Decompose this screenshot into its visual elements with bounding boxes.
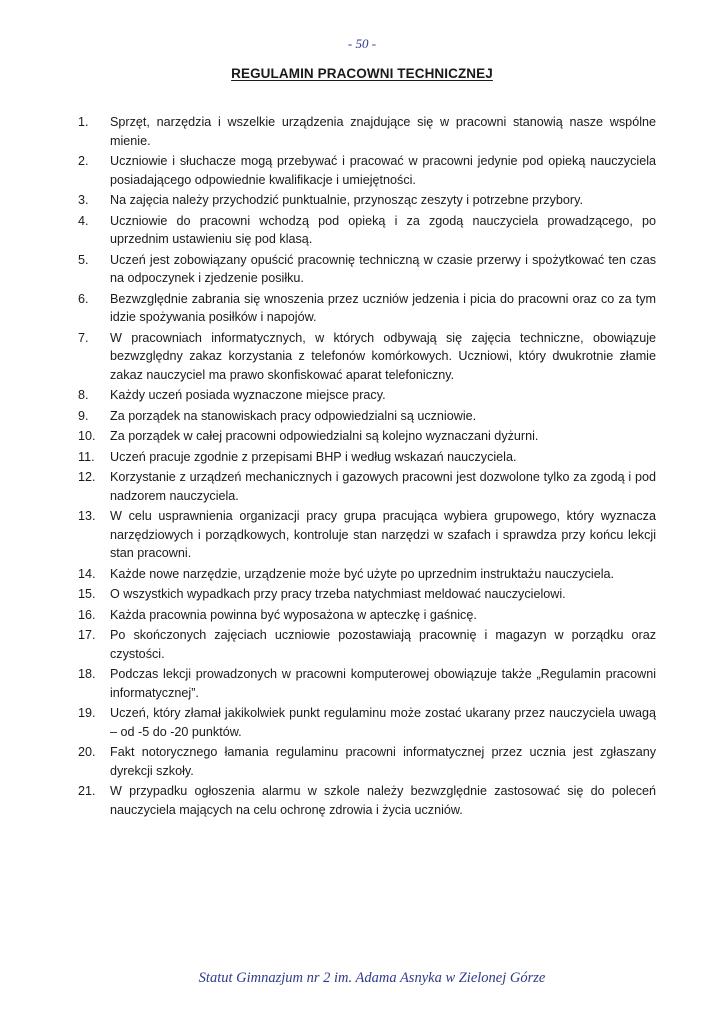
list-item-text: Po skończonych zajęciach uczniowie pozostawiają pracownię i magazyn w porządku oraz czystości. (110, 628, 656, 661)
list-item-text: Każde nowe narzędzie, urządzenie może być użyte po uprzednim instruktażu nauczyciela. (110, 566, 615, 581)
list-item (78, 427, 656, 446)
list-item-text: Uczeń jest zobowiązany opuścić pracownię techniczną w czasie przerwy i spożytkować ten czas na odpoczynek i zjedzenie posiłku. (110, 252, 656, 285)
list-item (78, 152, 656, 189)
list-item-number: 7. (78, 330, 89, 345)
list-item-number: 19. (78, 706, 96, 720)
list-item-text: Sprzęt, narzędzia i wszelkie urządzenia znajdujące się w pracowni stanowią nasze wspólne mienie. (110, 115, 656, 148)
list-item-text: Uczniowie do pracowni wchodzą pod opieką i za zgodą nauczyciela prowadzącego, po uprzednim ustawieniu się pod klasą. (110, 213, 656, 246)
list-item-number: 14. (78, 566, 96, 581)
list-item-number: 20. (78, 745, 96, 759)
list-item-text: Uczeń pracuje zgodnie z przepisami BHP i według wskazań nauczyciela. (110, 449, 517, 464)
list-item-text: Uczniowie i słuchacze mogą przebywać i pracować w pracowni jedynie pod opieką nauczyciela posiadającego odpowiednie kwalifikacje i umiejętności. (110, 154, 656, 187)
list-item-text: W celu usprawnienia organizacji pracy grupa pracująca wybiera grupowego, który wyznacza narzędziowych i porządkowych, kontroluje stan narzędzi w szafach i sprawdza przy końcu lekcji stan pracowni. (110, 509, 656, 560)
list-item-text: O wszystkich wypadkach przy pracy trzeba natychmiast meldować nauczycielowi. (110, 587, 566, 601)
list-item (78, 329, 656, 385)
list-item (78, 448, 656, 467)
list-item-text: W przypadku ogłoszenia alarmu w szkole należy bezwzględnie zastosować się do poleceń nauczyciela mających na celu ochronę zdrowia i życia uczniów. (110, 784, 656, 817)
list-item-text: W pracowniach informatycznych, w których odbywają się zajęcia techniczne, obowiązuje bezwzględny zakaz korzystania z telefonów komórkowych. Uczniowi, który dwukrotnie złamie zakaz nauczyciel ma prawo skonfiskować aparat telefoniczny. (110, 330, 656, 382)
page-title: REGULAMIN PRACOWNI TECHNICZNEJ (231, 66, 493, 81)
list-item (78, 665, 656, 702)
list-item-number: 12. (78, 470, 96, 484)
list-item-number: 2. (78, 154, 89, 168)
list-item (78, 743, 656, 780)
page-footer: Statut Gimnazjum nr 2 im. Adama Asnyka w Zielonej Górze (198, 970, 546, 986)
list-item (78, 212, 656, 249)
list-item-text: Korzystanie z urządzeń mechanicznych i gazowych pracowni jest dozwolone tylko za zgodą i pod nadzorem nauczyciela. (110, 470, 656, 503)
list-item-number: 8. (78, 388, 89, 402)
list-item-text: Podczas lekcji prowadzonych w pracowni komputerowej obowiązuje także „Regulamin pracowni informatycznej”. (110, 667, 656, 700)
list-item-number: 3. (78, 193, 89, 207)
list-item-number: 21. (78, 784, 96, 798)
list-item-text: Uczeń, który złamał jakikolwiek punkt regulaminu może zostać ukarany przez nauczyciela uwagą – od -5 do -20 punktów. (110, 706, 656, 739)
list-item-number: 1. (78, 115, 89, 129)
list-item (78, 386, 656, 405)
list-item-text: Bezwzględnie zabrania się wnoszenia przez uczniów jedzenia i picia do pracowni oraz co za tym idzie spożywania posiłków i napojów. (110, 291, 656, 324)
list-item-number: 5. (78, 252, 89, 267)
list-item-text: Na zajęcia należy przychodzić punktualnie, przynosząc zeszyty i potrzebne przybory. (110, 193, 583, 207)
list-item (78, 468, 656, 505)
list-item-number: 11. (78, 449, 95, 464)
page-number: - 50 - (347, 36, 377, 51)
list-item-number: 6. (78, 291, 89, 306)
list-item (78, 565, 656, 584)
list-item (78, 782, 656, 819)
list-item (78, 585, 656, 604)
list-item (78, 704, 656, 741)
list-item (78, 191, 656, 210)
list-item-text: Fakt notorycznego łamania regulaminu pracowni informatycznej przez ucznia jest zgłaszany dyrekcji szkoły. (110, 745, 656, 778)
list-item (78, 606, 656, 625)
list-item (78, 113, 656, 150)
rules-list (78, 113, 656, 821)
list-item (78, 290, 656, 327)
list-item-number: 16. (78, 607, 96, 622)
list-item-text: Każdy uczeń posiada wyznaczone miejsce pracy. (110, 388, 386, 402)
list-item (78, 507, 656, 563)
list-item-number: 15. (78, 587, 96, 601)
list-item-text: Każda pracownia powinna być wyposażona w apteczkę i gaśnicę. (110, 607, 477, 622)
list-item-text: Za porządek w całej pracowni odpowiedzialni są kolejno wyznaczani dyżurni. (110, 429, 539, 443)
list-item-number: 13. (78, 509, 96, 523)
list-item (78, 407, 656, 426)
list-item-text: Za porządek na stanowiskach pracy odpowiedzialni są uczniowie. (110, 408, 477, 423)
list-item-number: 4. (78, 213, 89, 228)
list-item-number: 18. (78, 667, 96, 681)
list-item (78, 626, 656, 663)
list-item (78, 251, 656, 288)
list-item-number: 9. (78, 408, 89, 423)
list-item-number: 10. (78, 429, 96, 443)
list-item-number: 17. (78, 628, 96, 642)
